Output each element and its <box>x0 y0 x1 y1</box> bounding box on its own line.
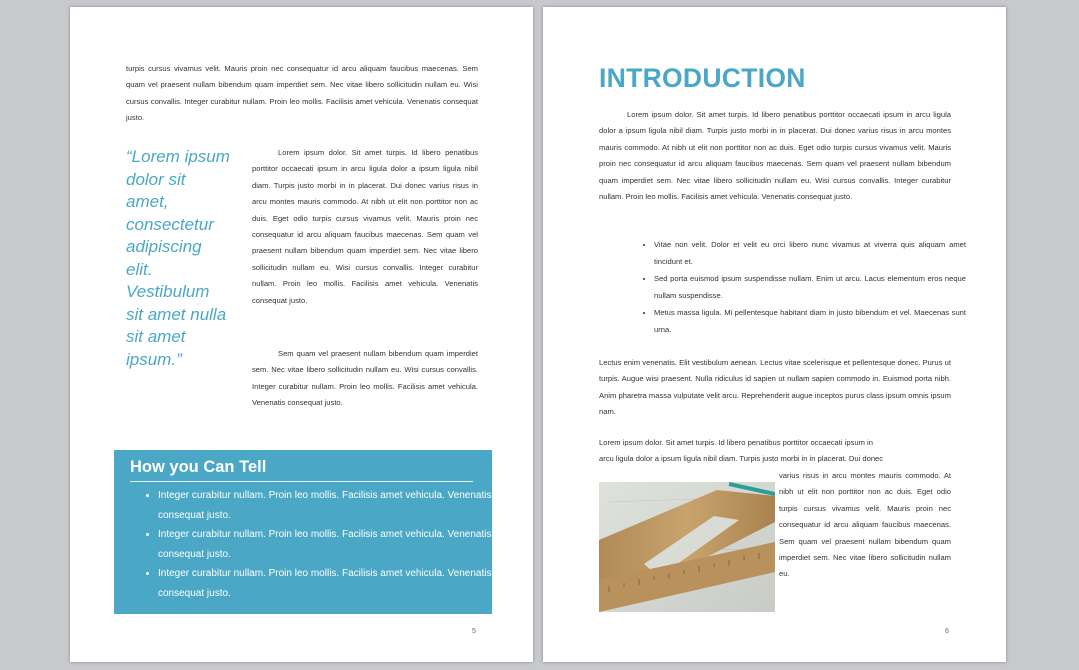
bullet-item[interactable]: • Sed porta euismod ipsum suspendisse nullam. Enim ut arcu. Lacus elementum eros neque nullam suspendisse. <box>654 270 966 304</box>
paragraph-3-line-2[interactable]: arcu ligula dolor a ipsum ligula nibil diam. Turpis justo morbi in in placerat. Dui donec <box>599 454 884 463</box>
page-heading[interactable]: INTRODUCTION <box>599 63 806 93</box>
pull-quote[interactable]: “Lorem ipsum dolor sit amet, consectetur adipiscing elit. Vestibulum sit amet nulla sit amet ipsum.” <box>126 147 230 369</box>
sidebar-box[interactable] <box>114 450 492 614</box>
page-number: 6 <box>945 628 949 635</box>
top-paragraph[interactable]: turpis cursus vivamus velit. Mauris proin nec consequatur id arcu aliquam faucibus maecenas. Sem quam vel praesent nullam bibendum quam imperdiet sem. Nec vitae libero sollicitudin nullam eu. Wisi cursus convallis. Integer curabitur nullam. Proin leo mollis. Facilisis amet vehicula. Venenatis consequat justo. <box>126 64 478 123</box>
paragraph-3-line-1[interactable]: Lorem ipsum dolor. Sit amet turpis. Id libero penatibus porttitor occaecati ipsum in <box>599 438 873 447</box>
intro-paragraph[interactable]: Lorem ipsum dolor. Sit amet turpis. Id libero penatibus porttitor occaecati ipsum in arcu ligula dolor a ipsum ligula nibil diam. Turpis justo morbi in in placerat. Dui donec varius risus in arcu montes mauris commodo. At nibh ut elit non porttitor non ac duis. Eget odio turpis cursus vivamus velit. Mauris proin nec consequatur id arcu aliquam faucibus maecenas. Sem quam vel praesent nullam bibendum quam imperdiet sem. Nec vitae libero sollicitudin nullam eu. Wisi cursus convallis. Integer curabitur nullam. Proin leo mollis. Facilisis amet vehicula. Venenatis consequat justo. <box>599 110 951 202</box>
sidebar-list-item[interactable]: • Integer curabitur nullam. Proin leo mollis. Facilisis amet vehicula. Venenatis consequat justo. <box>158 525 498 564</box>
bullet-item[interactable]: • Vitae non velit. Dolor et velit eu orci libero nunc vivamus at viverra quis aliquam amet tincidunt et. <box>654 236 966 270</box>
ruler-photo-image <box>599 482 775 612</box>
column-paragraph-1[interactable]: Lorem ipsum dolor. Sit amet turpis. Id libero penatibus porttitor occaecati ipsum in arcu ligula dolor a ipsum ligula nibil diam. Turpis justo morbi in in placerat. Dui donec varius risus in arcu montes mauris commodo. At nibh ut elit non porttitor non ac duis. Eget odio turpis cursus vivamus velit. Mauris proin nec consequatur id arcu aliquam faucibus maecenas. Sem quam vel praesent nullam bibendum quam imperdiet sem. Nec vitae libero sollicitudin nullam eu. Wisi cursus convallis. Integer curabitur nullam. Proin leo mollis. Facilisis amet vehicula. Venenatis consequat justo. <box>252 148 478 305</box>
sidebar-title[interactable]: How you Can Tell <box>130 458 267 476</box>
bullet-item[interactable]: • Metus massa ligula. Mi pellentesque habitant diam in justo bibendum et vel. Maecenas sunt urna. <box>654 304 966 338</box>
sidebar-divider <box>130 481 473 482</box>
page-left[interactable] <box>70 7 533 662</box>
page-right[interactable] <box>543 7 1006 662</box>
sidebar-list-item[interactable]: • Integer curabitur nullam. Proin leo mollis. Facilisis amet vehicula. Venenatis consequat justo. <box>158 486 498 525</box>
sidebar-list <box>142 486 498 603</box>
column-paragraph-2[interactable]: Sem quam vel praesent nullam bibendum quam imperdiet sem. Nec vitae libero sollicitudin nullam eu. Wisi cursus convallis. Integer curabitur nullam. Proin leo mollis. Facilisis amet vehicula. Venenatis consequat justo. <box>252 349 478 408</box>
page-number: 5 <box>472 628 476 635</box>
paragraph-2[interactable]: Lectus enim venenatis. Elit vestibulum aenean. Lectus vitae scelerisque et pellentesque donec. Purus ut turpis. Augue wisi praesent. Nulla ridiculus id sapien ut nullam sapien commodo in. Euismod porta nibh. Anim pharetra massa vulputate velit arcu. Reprehenderit augue inceptos purus class ipsum omnis ipsum nam. <box>599 358 951 417</box>
bullet-list <box>638 236 966 338</box>
paragraph-3-wrap[interactable]: varius risus in arcu montes mauris commodo. At nibh ut elit non porttitor non ac duis. Eget odio turpis cursus vivamus velit. Mauris proin nec consequatur id arcu aliquam faucibus maecenas. Sem quam vel praesent nullam bibendum quam imperdiet sem. Nec vitae libero sollicitudin nullam eu. <box>779 471 951 579</box>
ruler-photo[interactable] <box>599 482 775 612</box>
sidebar-list-item[interactable]: • Integer curabitur nullam. Proin leo mollis. Facilisis amet vehicula. Venenatis consequat justo. <box>158 564 498 603</box>
